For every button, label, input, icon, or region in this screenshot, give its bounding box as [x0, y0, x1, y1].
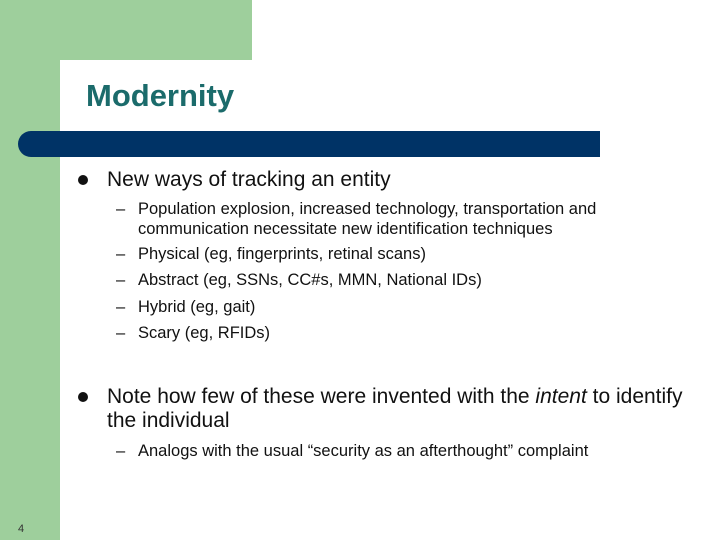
sub-bullet-text: Physical (eg, fingerprints, retinal scans)	[138, 245, 426, 263]
title-divider-bar	[18, 131, 600, 157]
bullet-dot-icon	[78, 392, 88, 402]
dash-icon: –	[116, 324, 126, 342]
slide-number: 4	[18, 523, 25, 535]
slide-title: Modernity	[86, 78, 235, 113]
sub-bullet-text: Analogs with the usual “security as an afterthought” complaint	[138, 442, 589, 460]
dash-icon: –	[116, 271, 126, 289]
bullet-text: New ways of tracking an entity	[107, 168, 391, 191]
dash-icon: –	[116, 442, 126, 460]
bullet-dot-icon	[78, 175, 88, 185]
dash-icon: –	[116, 245, 126, 263]
sub-bullet-text: Population explosion, increased technology, transportation and communication necessitate new identification techniques	[138, 200, 597, 238]
sub-bullet-text: Abstract (eg, SSNs, CC#s, MMN, National IDs)	[138, 271, 482, 289]
sub-bullet-text: Scary (eg, RFIDs)	[138, 324, 271, 342]
dash-icon: –	[116, 200, 126, 218]
bullet-text: Note how few of these were invented with the intent to identify the individual	[107, 385, 683, 432]
sub-bullet-text: Hybrid (eg, gait)	[138, 298, 256, 316]
emphasis-text: intent	[535, 385, 587, 408]
dash-icon: –	[116, 298, 126, 316]
decorative-green-header-block	[60, 0, 252, 60]
decorative-green-sidebar	[0, 0, 60, 540]
